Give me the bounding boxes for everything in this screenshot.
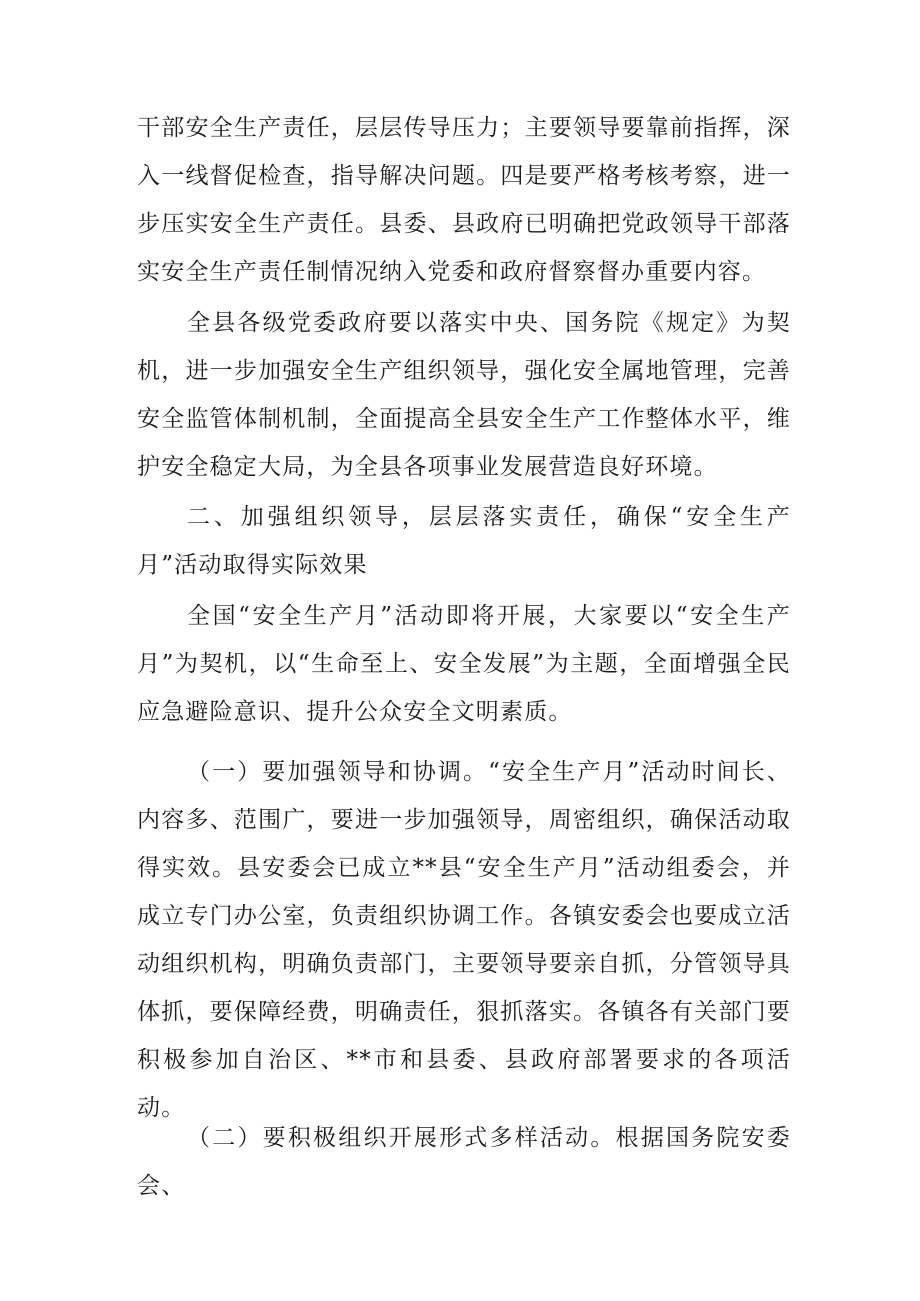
paragraph-county-party-committees: 全县各级党委政府要以落实中央、国务院《规定》为契机，进一步加强安全生产组织领导，强化安全属地管理，完善安全监管体制机制，全面提高全县安全生产工作整体水平，维护安全稳定大局，为全县各项事业发展营造良好环境。	[137, 310, 791, 480]
paragraph-item-two-activities: （二）要积极组织开展形式多样活动。根据国务院安委会、	[137, 1125, 791, 1199]
paragraph-responsibility-continued: 干部安全生产责任，层层传导压力；主要领导要靠前指挥，深入一线督促检查，指导解决问题。四是要严格考核考察，进一步压实安全生产责任。县委、县政府已明确把党政领导干部落实安全生产责任制情况纳入党委和政府督察督办重要内容。	[137, 115, 791, 285]
paragraph-safety-month-intro: 全国“安全生产月”活动即将开展，大家要以“安全生产月”为契机，以“生命至上、安全发展”为主题，全面增强全民应急避险意识、提升公众安全文明素质。	[137, 603, 791, 725]
section-heading-two: 二、加强组织领导，层层落实责任，确保“安全生产月”活动取得实际效果	[137, 504, 791, 578]
paragraph-item-one-leadership: （一）要加强领导和协调。“安全生产月”活动时间长、内容多、范围广，要进一步加强领导，周密组织，确保活动取得实效。县安委会已成立**县“安全生产月”活动组委会，并成立专门办公室，负责组织协调工作。各镇安委会也要成立活动组织机构，明确负责部门，主要领导要亲自抓，分管领导具体抓，要保障经费，明确责任，狠抓落实。各镇各有关部门要积极参加自治区、**市和县委、县政府部署要求的各项活动。	[137, 759, 791, 1121]
